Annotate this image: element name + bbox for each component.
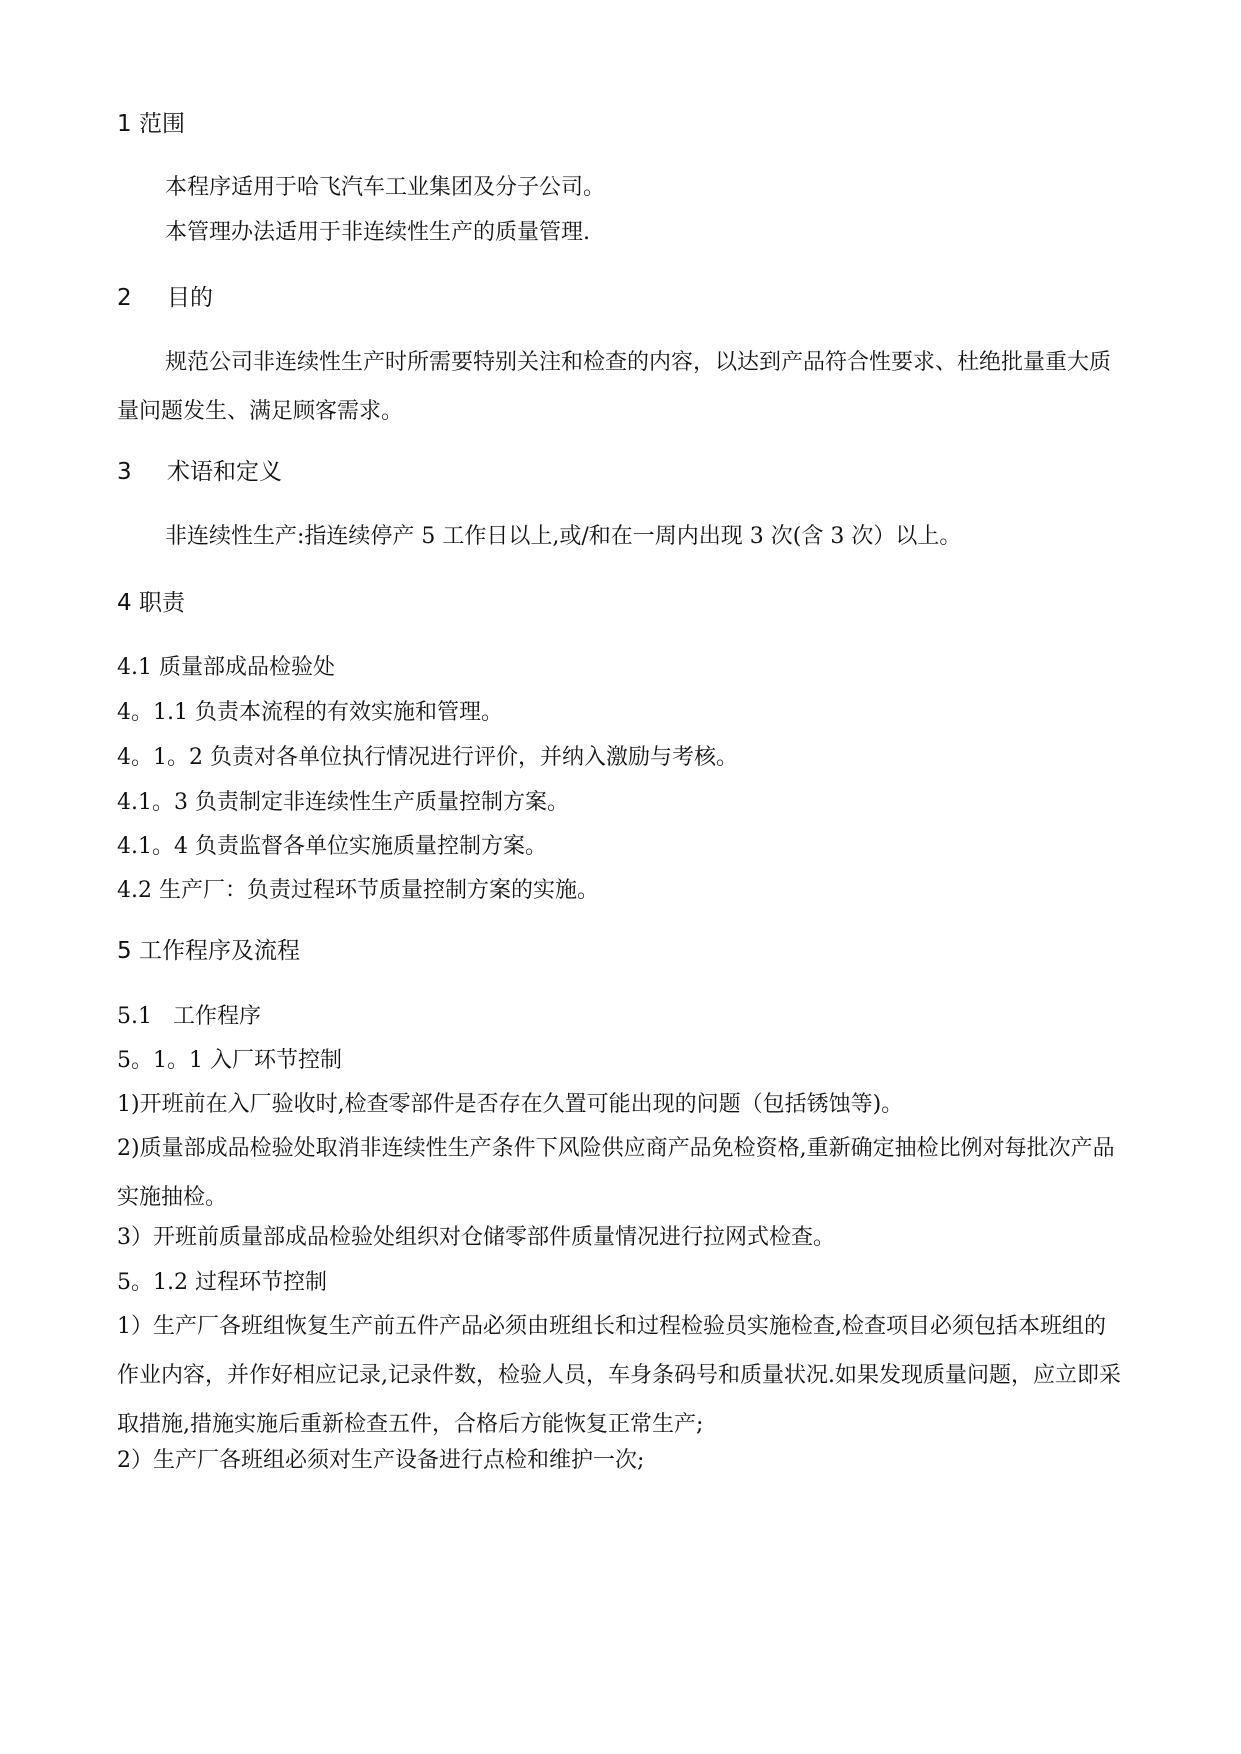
duty-item: 4.1。3 负责制定非连续性生产质量控制方案。	[117, 790, 569, 815]
subsection-5-1-title: 工作程序	[173, 1004, 262, 1029]
duty-item: 4.1。4 负责监督各单位实施质量控制方案。	[117, 834, 547, 859]
subsection-5-1-1-heading: 5。1。1 入厂环节控制	[117, 1048, 342, 1073]
duty-item: 4.2 生产厂：负责过程环节质量控制方案的实施。	[117, 878, 599, 903]
subsection-5-1-number: 5.1	[117, 1004, 152, 1029]
intake-control-item: 1)开班前在入厂验收时,检查零部件是否存在久置可能出现的问题（包括锈蚀等)。	[117, 1092, 904, 1117]
section-3-number: 3	[117, 459, 132, 485]
section-1-paragraph-1: 本程序适用于哈飞汽车工业集团及分子公司。	[165, 175, 606, 200]
intake-control-item: 2)质量部成品检验处取消非连续性生产条件下风险供应商产品免检资格,重新确定抽检比例对每批次产品实施抽检。	[117, 1136, 1115, 1210]
subsection-5-1-heading	[117, 992, 1124, 1041]
section-2-title: 目的	[167, 285, 213, 311]
process-control-item: 1）生产厂各班组恢复生产前五件产品必须由班组长和过程检验员实施检查,检查项目必须包括本班组的作业内容，并作好相应记录,记录件数，检验人员，车身条码号和质量状况.如果发现质量问题，应立即采取措施,措施实施后重新检查五件，合格后方能恢复正常生产;	[117, 1314, 1121, 1437]
duty-item: 4.1 质量部成品检验处	[117, 655, 335, 680]
section-3-heading	[117, 448, 1124, 497]
section-3-definition: 非连续性生产:指连续停产 5 工作日以上,或/和在一周内出现 3 次(含 3 次）以上。	[165, 524, 962, 549]
intake-control-item: 3）开班前质量部成品检验处组织对仓储零部件质量情况进行拉网式检查。	[117, 1225, 835, 1250]
subsection-5-1-2-heading: 5。1.2 过程环节控制	[117, 1270, 327, 1295]
duty-item: 4。1.1 负责本流程的有效实施和管理。	[117, 700, 503, 725]
section-1-paragraph-2: 本管理办法适用于非连续性生产的质量管理.	[165, 220, 590, 245]
section-4-heading: 4 职责	[117, 590, 185, 616]
process-control-item: 2）生产厂各班组必须对生产设备进行点检和维护一次;	[117, 1448, 645, 1473]
section-2-heading	[117, 274, 1124, 323]
section-5-heading: 5 工作程序及流程	[117, 938, 300, 964]
section-2-number: 2	[117, 285, 132, 311]
section-2-paragraph: 规范公司非连续性生产时所需要特别关注和检查的内容，以达到产品符合性要求、杜绝批量重大质量问题发生、满足顾客需求。	[117, 350, 1112, 424]
section-3-title: 术语和定义	[167, 459, 282, 485]
section-1-heading: 1 范围	[117, 111, 185, 137]
duty-item: 4。1。2 负责对各单位执行情况进行评价，并纳入激励与考核。	[117, 745, 738, 770]
